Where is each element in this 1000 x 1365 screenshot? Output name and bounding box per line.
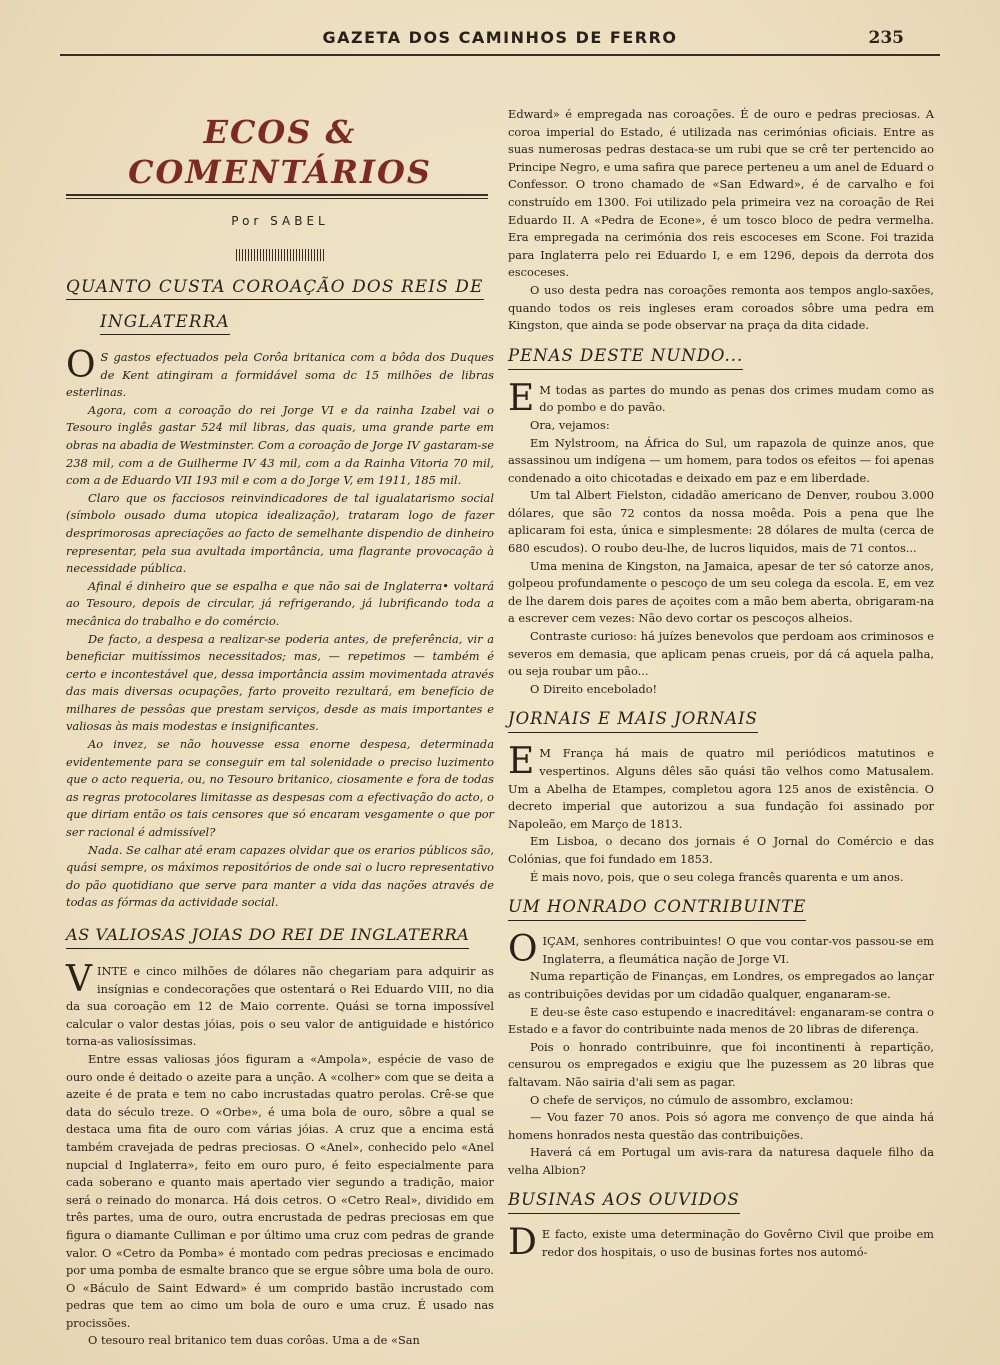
paragraph: O uso desta pedra nas coroações remonta aos tempos anglo-saxões, quando todos os reis ingleses eram coroados sôbre uma pedra em Kingston, que ainda se pode observar na praça da dita cidade. [508,282,934,333]
paragraph: D E facto, existe uma determinação do Govêrno Civil que proibe em redor dos hospitais, o uso de businas fortes nos automó- [508,1222,934,1264]
drop-cap: D [508,1222,537,1264]
paragraph: O tesouro real britanico tem duas corôas. Uma a de «San [88,1333,420,1348]
drop-cap: O [508,929,538,971]
paragraph: VINTE e cinco milhões de dólares não chegariam para adquirir as insígnias e condecorações que ostentará o Rei Eduardo VIII, no dia da sua coroação em 12 de Maio corrente. Quási se torna impossível calcular o valor destas jóias, pois o seu valor de antiguidade e histórico torna-as valiosíssimas. [66,959,494,1049]
paragraph: Nada. Se calhar até eram capazes olvidar que os erarios públicos são, quási sempre, os máximos repositórios de onde sai o lucro representativo do pão quotidiano que serve para manter a vida das nações através de todas as fórmas da actividade social. [66,842,494,910]
paragraph: Agora, com a coroação do rei Jorge VI e da rainha Izabel vai o Tesouro inglês gastar 524 mil libras, das quais, uma grande parte em obras na abadia de Westminster. Com a coroação de Jorge IV gastaram-se 238 mil, com a de Guilherme IV 43 mil, com a da Rainha Vitoria 70 mil, com a de Eduardo VII 193 mil e com a do Jorge V, em 1911, 185 mil. [66,402,494,488]
ornament-divider [236,249,324,261]
section-heading-coroacao-line2: INGLATERRA [100,310,494,335]
drop-cap: O [66,345,96,386]
paragraph: Contraste curioso: há juízes benevolos que perdoam aos criminosos e severos em demasia, que aplicam penas crueis, por dá cá aquela palha, ou seja roubar um pão... [508,629,934,679]
left-column [66,102,494,1350]
page-number: 235 [868,28,904,48]
paragraph: Em Nylstroom, na África do Sul, um rapazola de quinze anos, que assassinou um indígena — um homem, para todos os efeitos — foi apenas condenado a oito chicotadas e deixado em paz e em liberdade. [508,435,934,485]
right-column [508,106,934,1262]
paragraph: Entre essas valiosas jóos figuram a «Ampola», espécie de vaso de ouro onde é deitado o azeite para a unção. A «colher» com que se deita a azeite é de prata e tem no cabo incrustadas quatro perolas. Crê-se que data do século treze. O «Orbe», é uma bola de ouro, sôbre a qual se destaca uma fita de ouro com várias jóias. A cruz que a encima está também cravejada de pedras preciosas. O «Anel», conhecido pelo «Anel nupcial d Inglaterra», feito em ouro puro, é feito especialmente para cada soberano e quanto mais apertado vier segundo a tradição, maior será o reinado do monarca. Há dois cetros. O «Cetro Real», dividido em três partes, uma de ouro, outra encrustada de pedras preciosas em que figura o diamante Culliman e por último uma cruz com pedras de grande valor. O «Cetro da Pomba» é montado com pedras preciosas e encimado por uma pomba de esmalte branco que se ergue sôbre uma bola de ouro. O «Báculo de Saint Edward» é um comprido bastão incrustado com pedras que tem ao cimo um bola de ouro e uma cruz. É usado nas procissões. [66,1051,494,1330]
paragraph: Numa repartição de Finanças, em Londres, os empregados ao lançar as contribuições devidas por um cidadão qualquer, enganaram-se. [508,969,934,1001]
publication-title: GAZETA DOS CAMINHOS DE FERRO [322,28,678,47]
paragraph: É mais novo, pois, que o seu colega francês quarenta e um anos. [530,869,904,884]
paragraph: E M todas as partes do mundo as penas dos crimes mudam como as do pombo e do pavão. [508,377,934,419]
section-heading-coroacao: QUANTO CUSTA COROAÇÃO DOS REIS DE [66,275,494,300]
paragraph: O chefe de serviços, no cúmulo de assombro, exclamou: [530,1092,854,1107]
paragraph: Afinal é dinheiro que se espalha e que não sai de Inglaterra• voltará ao Tesouro, depois de circular, já refrigerando, já lubrificando toda a mecânica do trabalho e do comércio. [66,578,494,628]
paragraph: Ao invez, se não houvesse essa enorne despesa, determinada evidentemente para se conseguir em tal solenidade o preciso luzimento que o acto requeria, ou, no Tesouro britanico, ciosamente e fora de todas as regras protocolares limitasse as despesas com a efectivação do acto, o que diriam então os tais censores que só encaram vesgamente o que por ser racional é admissível? [66,737,494,840]
paragraph: O Direito encebolado! [530,681,658,696]
paragraph: E M França há mais de quatro mil periódicos matutinos e vespertinos. Alguns dêles são quási tão velhos como Matusalem. Um a Abelha de Etampes, completou agora 125 anos de existência. O decreto imperial que autorizou a sua fundação foi assinado por Napoleão, em Março de 1813. [508,741,934,831]
section-heading-penas: PENAS DESTE NUNDO... [508,345,934,370]
section-heading-contribuinte: UM HONRADO CONTRIBUINTE [508,896,934,921]
paragraph: Edward» é empregada nas coroações. É de ouro e pedras preciosas. A coroa imperial do Estado, é utilizada nas cerimónias oficiais. Entre as suas numerosas pedras destaca-se um rubi que se crê ter pertencido ao Principe Negro, e uma safira que parece perteneu a um anel de Eduard o Confessor. O trono chamado de «San Edward», é de carvalho e foi construído em 1300. Foi utilizado pela primeira vez na coroação de Rei Eduardo II. A «Pedra de Econe», é um tosco bloco de pedra vermelha. Era empregada na cerimónia dos reis escoceses em Scone. Foi trazida para Inglaterra pelo rei Eduardo I, e em 1296, depois da derrota dos escoceses. [508,107,934,280]
section-heading-jornais: JORNAIS E MAIS JORNAIS [508,708,934,733]
paragraph: O S gastos efectuados pela Corôa britanica com a bôda dos Duques de Kent atingiram a formidável soma dc 15 milhões de libras esterlinas. [66,345,494,400]
title-rule [66,194,488,199]
drop-cap: E [508,741,535,783]
article-title: ECOS & COMENTÁRIOS [128,113,432,191]
paragraph: De facto, a despesa a realizar-se poderia antes, de preferência, vir a beneficiar muitíssimos necessitados; mas, — repetimos — também é certo e incontestável que, dessa importância assim movimentada através das mais diversas ocupações, farto proveito rezultará, em benefício de milhares de pessôas que prestam serviços, desde as mais importantes e valiosas às mais modestas e insignificantes. [66,631,494,734]
paragraph: OIÇAM, senhores contribuintes! O que vou contar-vos passou-se em Inglaterra, a fleumática nação de Jorge VI. [508,929,934,971]
paragraph: — Vou fazer 70 anos. Pois só agora me convenço de que ainda há homens honrados nesta questão das contribuições. [508,1110,934,1142]
section-heading-businas: BUSINAS AOS OUVIDOS [508,1189,934,1214]
drop-cap: E [508,377,535,419]
drop-cap: V [66,959,92,1000]
section-heading-joias: AS VALIOSAS JOIAS DO REI DE INGLATERRA [66,924,494,949]
paragraph: Pois o honrado contribuinre, que foi incontinenti à repartição, censurou os empregados e exigiu que lhe puzessem as 20 libras que faltavam. Não sairia d'ali sem as pagar. [508,1039,934,1089]
paragraph: Haverá cá em Portugal um avis-rara da naturesa daquele filho da velha Albion? [508,1145,934,1177]
paragraph: Ora, vejamos: [530,417,610,432]
byline: Por SABEL [231,214,329,228]
paragraph: Um tal Albert Fielston, cidadão americano de Denver, roubou 3.000 dólares, que são 72 contos da nossa moêda. Pois a pena que lhe aplicaram foi esta, única e simplesmente: 28 dólares de multa (cerca de 680 escudos). O roubo deu-lhe, de lucros liquidos, mais de 71 contos... [508,488,934,556]
paragraph: Em Lisboa, o decano dos jornais é O Jornal do Comércio e das Colónias, que foi fundado em 1853. [508,834,934,866]
paragraph: Uma menina de Kingston, na Jamaica, apesar de ter só catorze anos, golpeou profundamente o pescoço de um seu colega da escola. E, em vez de lhe darem dois pares de açoites com a mão bem aberta, obrigaram-na a escrever cem vezes: Não devo cortar os pescoços alheios. [508,558,934,626]
page-header [60,24,940,56]
paragraph: Claro que os facciosos reinvindicadores de tal igualatarismo social (símbolo ousado duma utopica idealização), trataram logo de fazer desprimorosas apreciações ao facto de semelhante dispendio de dinheiro representar, pela sua avultada importância, uma flagrante provocação à necessidade pública. [66,490,494,576]
paragraph: E deu-se êste caso estupendo e inacreditável: enganaram-se contra o Estado e a favor do contribuinte nada menos de 20 libras de diferença. [508,1004,934,1037]
